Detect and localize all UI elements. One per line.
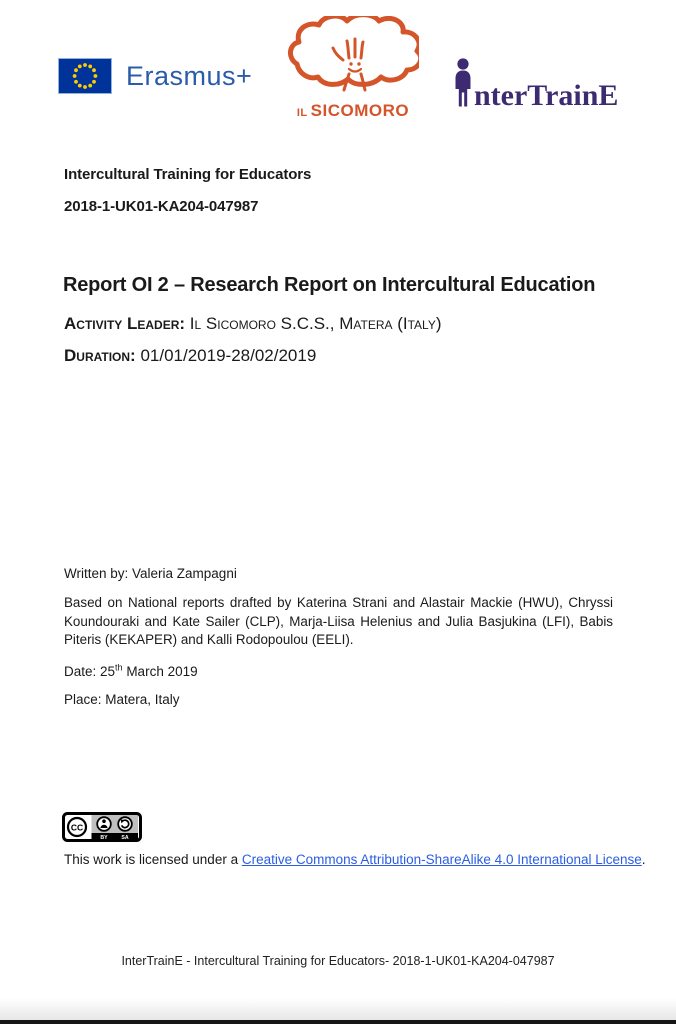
written-by-line: Written by: Valeria Zampagni	[64, 566, 237, 581]
date-prefix: Date: 25	[64, 664, 116, 679]
date-line	[64, 664, 198, 679]
intertraine-logo	[452, 58, 619, 112]
license-link[interactable]: Creative Commons Attribution-ShareAlike 4.0 International License	[241, 852, 642, 867]
project-code: 2018-1-UK01-KA204-047987	[64, 198, 259, 215]
report-title: Report OI 2 – Research Report on Intercultural Education	[63, 274, 596, 296]
sicomoro-tree-icon	[287, 16, 419, 94]
program-title: Intercultural Training for Educators	[64, 166, 312, 183]
sicomoro-wordmark-name: SICOMORO	[310, 101, 410, 120]
duration-line	[64, 346, 316, 366]
sicomoro-logo	[287, 16, 419, 121]
license-statement	[64, 852, 646, 867]
person-icon	[452, 58, 474, 108]
eu-flag-icon	[58, 58, 112, 94]
cc-badge-sa-label: SA	[121, 834, 129, 841]
duration-label: Duration:	[64, 346, 136, 365]
date-rest: March 2019	[122, 664, 198, 679]
based-on-paragraph: Based on National reports drafted by Katerina Strani and Alastair Mackie (HWU), Chryssi Koundouraki and Kate Sailer (CLP), Marja-Liisa Helenius and Julia Basjukina (LFI), Babis Piteris (KEKAPER) and Kalli Rodopoulou (EELI).	[64, 595, 613, 648]
bottom-edge-band	[0, 998, 676, 1024]
license-prefix: This work is licensed under a	[64, 852, 242, 867]
cc-by-sa-badge-icon	[62, 812, 142, 842]
license-suffix: .	[641, 852, 646, 867]
sicomoro-wordmark	[287, 101, 419, 121]
intertraine-wordmark: nterTrainE	[474, 79, 619, 112]
sicomoro-wordmark-prefix: IL	[296, 107, 308, 119]
erasmus-wordmark: Erasmus+	[126, 60, 253, 91]
erasmus-plus-logo	[58, 58, 252, 94]
place-line: Place: Matera, Italy	[64, 692, 180, 707]
activity-leader-label: Activity Leader:	[64, 314, 186, 333]
activity-leader-value: Il Sicomoro S.C.S., Matera (Italy)	[189, 314, 442, 333]
cc-badge-cc-label: CC	[70, 822, 84, 833]
page-footer: InterTrainE - Intercultural Training for Educators- 2018-1-UK01-KA204-047987	[121, 954, 555, 968]
duration-value: 01/01/2019-28/02/2019	[140, 346, 317, 365]
activity-leader-line	[64, 314, 442, 334]
date-ordinal: th	[115, 662, 123, 673]
cc-badge-by-label: BY	[100, 834, 108, 841]
